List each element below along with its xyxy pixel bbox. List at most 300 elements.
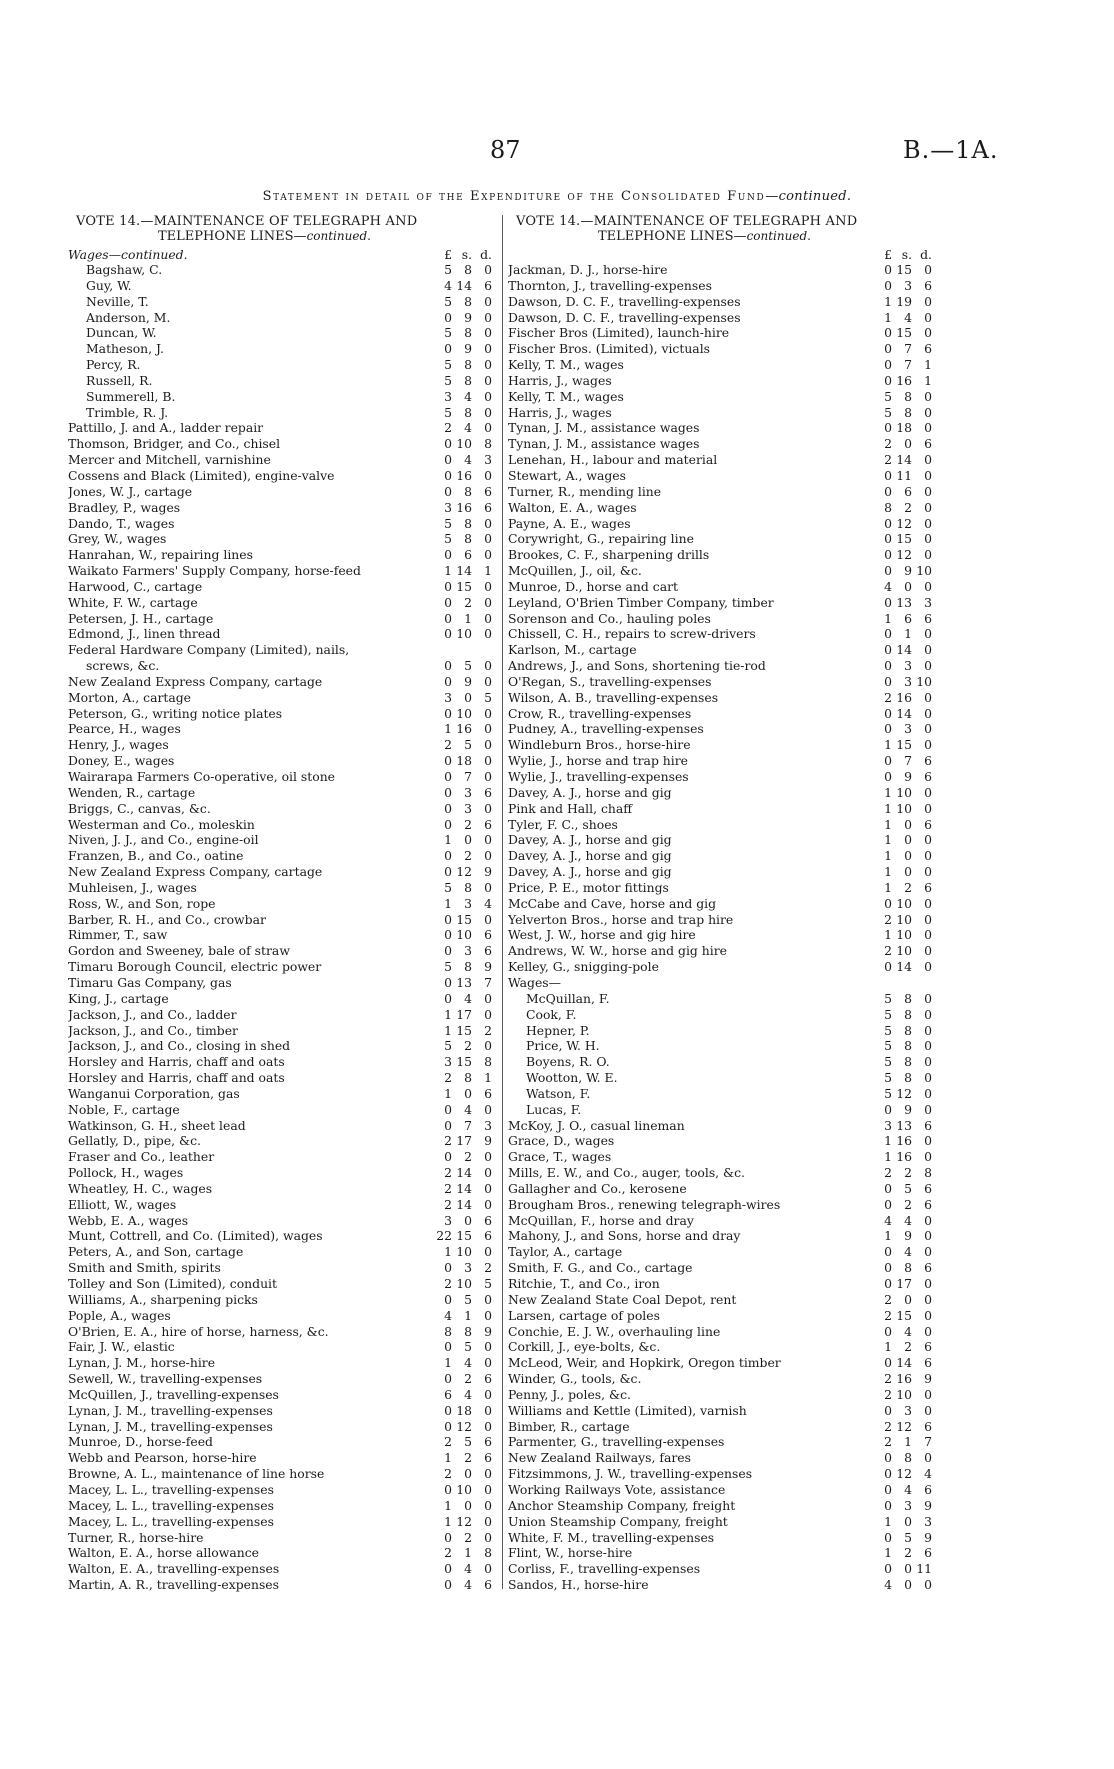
amount-shillings: 14 xyxy=(456,1165,472,1181)
entry-description: Pollock, H., wages xyxy=(68,1165,184,1181)
amount-pence: 1 xyxy=(484,1070,492,1086)
entry-description: Windleburn Bros., horse-hire xyxy=(508,737,691,753)
table-row xyxy=(508,1530,938,1546)
entry-description: Tyler, F. C., shoes xyxy=(508,816,618,832)
amount-shillings: 14 xyxy=(456,277,472,293)
amount-pence: 0 xyxy=(484,341,492,357)
table-row xyxy=(68,1228,498,1244)
amount-shillings: 5 xyxy=(904,1180,912,1196)
table-row xyxy=(68,1434,498,1450)
amount-pounds: 2 xyxy=(884,1434,892,1450)
amount-shillings: 0 xyxy=(464,1085,472,1101)
amount-shillings: 10 xyxy=(896,800,912,816)
table-row xyxy=(68,1292,498,1308)
amount-shillings: 3 xyxy=(464,1260,472,1276)
entry-description: Wages— xyxy=(508,974,562,990)
amount-shillings: 4 xyxy=(464,420,472,436)
amount-pounds: 0 xyxy=(444,705,452,721)
entry-description: Sorenson and Co., hauling poles xyxy=(508,610,711,626)
entry-description: Rimmer, T., saw xyxy=(68,927,168,943)
amount-pence: 6 xyxy=(924,1196,932,1212)
entry-description: Corkill, J., eye-bolts, &c. xyxy=(508,1339,661,1355)
amount-shillings: 14 xyxy=(456,1180,472,1196)
table-row xyxy=(508,1466,938,1482)
table-row xyxy=(508,674,938,690)
amount-shillings: 0 xyxy=(904,1291,912,1307)
table-row xyxy=(508,1387,938,1403)
entry-description: Price, P. E., motor fittings xyxy=(508,879,669,895)
amount-shillings: 2 xyxy=(904,1196,912,1212)
entry-description: Smith and Smith, spirits xyxy=(68,1260,221,1276)
amount-pounds: 0 xyxy=(444,547,452,563)
table-row xyxy=(68,1577,498,1593)
amount-shillings: 5 xyxy=(464,737,472,753)
amount-pence: 0 xyxy=(924,721,932,737)
amount-pounds: 0 xyxy=(884,1260,892,1276)
amount-pence: 0 xyxy=(484,626,492,642)
amount-pounds: 0 xyxy=(444,753,452,769)
entry-description: Anderson, M. xyxy=(86,309,171,325)
amount-pounds: 2 xyxy=(884,1386,892,1402)
table-row xyxy=(68,611,498,627)
amount-shillings: 2 xyxy=(904,1545,912,1561)
entry-description: Lynan, J. M., travelling-expenses xyxy=(68,1402,273,1418)
amount-shillings: 10 xyxy=(896,911,912,927)
entry-description: Cossens and Black (Limited), engine-valve xyxy=(68,467,335,483)
entry-description: Gellatly, D., pipe, &c. xyxy=(68,1133,201,1149)
amount-pence: 6 xyxy=(484,816,492,832)
entry-description: Lynan, J. M., horse-hire xyxy=(68,1355,216,1371)
amount-shillings: 14 xyxy=(456,1196,472,1212)
amount-shillings: 16 xyxy=(896,372,912,388)
amount-shillings: 2 xyxy=(904,499,912,515)
entry-description: Tynan, J. M., assistance wages xyxy=(508,420,700,436)
amount-pounds: 0 xyxy=(884,1180,892,1196)
amount-pence: 0 xyxy=(484,309,492,325)
table-row xyxy=(68,262,498,278)
amount-shillings: 10 xyxy=(896,784,912,800)
entry-description: Mahony, J., and Sons, horse and dray xyxy=(508,1228,741,1244)
table-row xyxy=(508,927,938,943)
amount-shillings: 7 xyxy=(904,357,912,373)
entry-description: Gordon and Sweeney, bale of straw xyxy=(68,943,290,959)
amount-shillings: 3 xyxy=(464,895,472,911)
amount-pence: 3 xyxy=(484,452,492,468)
entry-description: Doney, E., wages xyxy=(68,753,175,769)
amount-shillings: 10 xyxy=(456,1276,472,1291)
amount-shillings: 13 xyxy=(896,1117,912,1133)
amount-pence: 5 xyxy=(484,1276,492,1291)
amount-shillings: 2 xyxy=(464,1529,472,1545)
amount-pence: 0 xyxy=(924,1006,932,1022)
amount-pence: 10 xyxy=(916,673,932,689)
title-suffix: —continued. xyxy=(765,189,852,204)
amount-pence: 0 xyxy=(484,1466,492,1482)
amount-shillings: 18 xyxy=(456,1402,472,1418)
entry-description: Lenehan, H., labour and material xyxy=(508,452,718,468)
entry-description: Hanrahan, W., repairing lines xyxy=(68,547,253,563)
table-row xyxy=(68,1086,498,1102)
amount-shillings: 8 xyxy=(904,1006,912,1022)
table-row xyxy=(68,1308,498,1324)
amount-pence: 0 xyxy=(484,990,492,1006)
amount-pence: 0 xyxy=(924,1149,932,1165)
amount-pence: 6 xyxy=(924,341,932,357)
amount-pence: 0 xyxy=(484,1497,492,1513)
entry-description: Yelverton Bros., horse and trap hire xyxy=(508,911,734,927)
table-row xyxy=(68,658,498,674)
amount-pence: 0 xyxy=(924,642,932,658)
table-row xyxy=(68,563,498,579)
amount-shillings: 8 xyxy=(464,879,472,895)
amount-pounds: 0 xyxy=(884,483,892,499)
amount-pence: 2 xyxy=(484,1022,492,1038)
table-row xyxy=(508,468,938,484)
entry-description: Pudney, A., travelling-expenses xyxy=(508,721,704,737)
amount-shillings: 17 xyxy=(456,1133,472,1149)
entry-description: Lynan, J. M., travelling-expenses xyxy=(68,1418,273,1434)
amount-shillings: 8 xyxy=(904,990,912,1006)
table-row xyxy=(68,373,498,389)
amount-pounds: 1 xyxy=(884,864,892,880)
amount-shillings: 12 xyxy=(456,1418,472,1434)
entry-description: Noble, F., cartage xyxy=(68,1101,180,1117)
amount-pounds: 3 xyxy=(884,1117,892,1133)
amount-shillings: 12 xyxy=(896,1466,912,1482)
entry-description: Larsen, cartage of poles xyxy=(508,1307,660,1323)
right-column xyxy=(508,215,938,1593)
amount-pounds: 2 xyxy=(444,1133,452,1149)
amount-pence: 0 xyxy=(924,1022,932,1038)
amount-pounds: 0 xyxy=(884,262,892,277)
amount-pounds: 2 xyxy=(444,1165,452,1181)
amount-pounds: 4 xyxy=(884,1212,892,1228)
table-row xyxy=(68,753,498,769)
entry-description: Wenden, R., cartage xyxy=(68,784,196,800)
entry-description: Kelly, T. M., wages xyxy=(508,388,624,404)
amount-pence: 0 xyxy=(484,1307,492,1323)
table-row xyxy=(508,817,938,833)
amount-pence: 0 xyxy=(484,848,492,864)
entry-description: Bagshaw, C. xyxy=(86,262,163,277)
entry-description: Brougham Bros., renewing telegraph-wires xyxy=(508,1196,781,1212)
table-row xyxy=(508,975,938,991)
amount-pounds: 0 xyxy=(884,1481,892,1497)
amount-pounds: 0 xyxy=(444,816,452,832)
amount-shillings: 14 xyxy=(896,452,912,468)
amount-pounds: 5 xyxy=(444,262,452,277)
table-row xyxy=(508,1181,938,1197)
amount-pence: 0 xyxy=(484,467,492,483)
table-row xyxy=(508,389,938,405)
table-row xyxy=(68,1419,498,1435)
table-row xyxy=(508,658,938,674)
amount-pounds: 2 xyxy=(884,452,892,468)
amount-pence: 8 xyxy=(484,436,492,452)
amount-pounds: 2 xyxy=(444,1180,452,1196)
table-row xyxy=(68,1023,498,1039)
amount-pounds: 1 xyxy=(444,832,452,848)
entry-description: Gallagher and Co., kerosene xyxy=(508,1180,687,1196)
amount-pounds: 1 xyxy=(884,1339,892,1355)
table-row xyxy=(508,1102,938,1118)
amount-shillings: 8 xyxy=(904,1450,912,1466)
amount-shillings: 17 xyxy=(896,1276,912,1291)
entry-description: Sewell, W., travelling-expenses xyxy=(68,1371,263,1387)
amount-pence: 0 xyxy=(924,388,932,404)
table-row xyxy=(68,1118,498,1134)
table-row xyxy=(508,912,938,928)
amount-pounds: 0 xyxy=(444,658,452,674)
amount-pence: 0 xyxy=(484,325,492,341)
table-row xyxy=(508,1403,938,1419)
amount-pence: 6 xyxy=(924,1339,932,1355)
entry-description: Andrews, J., and Sons, shortening tie-rod xyxy=(508,658,766,674)
amount-pence: 0 xyxy=(484,769,492,784)
amount-pence: 1 xyxy=(924,357,932,373)
amount-pence: 0 xyxy=(484,832,492,848)
amount-shillings: 15 xyxy=(456,1228,472,1244)
amount-shillings: 0 xyxy=(464,1497,472,1513)
amount-pounds: 1 xyxy=(884,293,892,309)
amount-pounds: 2 xyxy=(444,1434,452,1450)
amount-pounds: 0 xyxy=(884,515,892,531)
entry-description: Mercer and Mitchell, varnishine xyxy=(68,452,271,468)
amount-pounds: 5 xyxy=(444,959,452,975)
table-row xyxy=(68,721,498,737)
amount-pounds: 0 xyxy=(444,1529,452,1545)
amount-pence: 6 xyxy=(484,784,492,800)
amount-pounds: 3 xyxy=(444,388,452,404)
table-row xyxy=(68,1387,498,1403)
entry-description: Horsley and Harris, chaff and oats xyxy=(68,1054,285,1070)
table-row xyxy=(508,832,938,848)
amount-pounds: 1 xyxy=(884,1545,892,1561)
amount-pounds: 6 xyxy=(444,1386,452,1402)
entry-description: Winder, G., tools, &c. xyxy=(508,1371,642,1387)
amount-shillings: 17 xyxy=(456,1006,472,1022)
entry-description: Franzen, B., and Co., oatine xyxy=(68,848,244,864)
amount-shillings: 16 xyxy=(456,721,472,737)
amount-shillings: 8 xyxy=(464,325,472,341)
amount-pounds: 2 xyxy=(884,1291,892,1307)
amount-pence: 0 xyxy=(484,737,492,753)
table-row xyxy=(68,1324,498,1340)
amount-pence: 6 xyxy=(924,277,932,293)
table-row xyxy=(68,1054,498,1070)
amount-pence: 0 xyxy=(924,1085,932,1101)
amount-pence: 6 xyxy=(924,1545,932,1561)
amount-pence: 0 xyxy=(484,1418,492,1434)
amount-shillings: 15 xyxy=(896,325,912,341)
amount-shillings: 14 xyxy=(456,563,472,579)
amount-pounds: 0 xyxy=(444,626,452,642)
amount-pounds: 5 xyxy=(884,1038,892,1054)
amount-pounds: 0 xyxy=(884,325,892,341)
amount-shillings: 2 xyxy=(904,879,912,895)
table-row xyxy=(68,1276,498,1292)
amount-shillings: 9 xyxy=(904,1101,912,1117)
amount-pounds: 2 xyxy=(884,943,892,959)
entry-description: Ritchie, T., and Co., iron xyxy=(508,1276,660,1291)
entry-description: Chissell, C. H., repairs to screw-drivers xyxy=(508,626,756,642)
amount-pounds: 0 xyxy=(444,452,452,468)
table-row xyxy=(68,1165,498,1181)
amount-pence: 0 xyxy=(924,515,932,531)
amount-pence: 6 xyxy=(924,769,932,784)
amount-pence: 6 xyxy=(924,816,932,832)
amount-shillings: 8 xyxy=(904,404,912,420)
amount-pounds: 5 xyxy=(444,404,452,420)
amount-pence: 0 xyxy=(924,658,932,674)
amount-pounds: 4 xyxy=(884,1577,892,1593)
table-row xyxy=(508,262,938,278)
amount-pounds: 5 xyxy=(444,515,452,531)
entry-description: Leyland, O'Brien Timber Company, timber xyxy=(508,594,774,610)
amount-pounds: 0 xyxy=(444,800,452,816)
table-row xyxy=(508,1197,938,1213)
amount-pence: 7 xyxy=(924,1434,932,1450)
amount-pence: 8 xyxy=(924,1165,932,1181)
left-heading-line1: VOTE 14.—MAINTENANCE OF TELEGRAPH AND xyxy=(76,214,418,229)
amount-pence: 0 xyxy=(484,1481,492,1497)
amount-pence: 0 xyxy=(484,293,492,309)
table-row xyxy=(68,991,498,1007)
table-row xyxy=(508,1308,938,1324)
entry-description: Boyens, R. O. xyxy=(526,1054,610,1070)
entry-description: Webb and Pearson, horse-hire xyxy=(68,1450,257,1466)
table-row xyxy=(68,927,498,943)
table-row xyxy=(68,642,498,658)
amount-shillings: 0 xyxy=(904,816,912,832)
amount-pounds: 0 xyxy=(884,658,892,674)
table-row xyxy=(508,1514,938,1530)
entry-description: Tolley and Son (Limited), conduit xyxy=(68,1276,277,1291)
amount-pence: 8 xyxy=(484,1545,492,1561)
entry-description: White, F. M., travelling-expenses xyxy=(508,1529,715,1545)
table-row xyxy=(68,1561,498,1577)
entry-description: Taylor, A., cartage xyxy=(508,1244,623,1260)
amount-pence: 0 xyxy=(924,990,932,1006)
amount-shillings: 1 xyxy=(464,1307,472,1323)
amount-pounds: 0 xyxy=(444,864,452,880)
entry-description: Conchie, E. J. W., overhauling line xyxy=(508,1323,721,1339)
amount-shillings: 8 xyxy=(904,1070,912,1086)
amount-pounds: 5 xyxy=(884,1070,892,1086)
amount-shillings: 10 xyxy=(456,1481,472,1497)
amount-pence: 0 xyxy=(924,800,932,816)
amount-pounds: 0 xyxy=(884,769,892,784)
amount-pence: 0 xyxy=(484,1196,492,1212)
amount-shillings: 7 xyxy=(464,769,472,784)
entry-description: Wilson, A. B., travelling-expenses xyxy=(508,689,719,705)
entry-description: Fischer Bros (Limited), launch-hire xyxy=(508,325,730,341)
entry-description: Grey, W., wages xyxy=(68,531,167,547)
amount-pounds: 0 xyxy=(444,927,452,943)
entry-description: Thornton, J., travelling-expenses xyxy=(508,277,712,293)
amount-pence: 0 xyxy=(924,499,932,515)
amount-pounds: 1 xyxy=(884,816,892,832)
amount-shillings: 3 xyxy=(464,800,472,816)
entry-description: Morton, A., cartage xyxy=(68,689,192,705)
amount-shillings: 3 xyxy=(904,1402,912,1418)
amount-shillings: 2 xyxy=(464,1450,472,1466)
entry-description: Munroe, D., horse and cart xyxy=(508,578,679,594)
amount-shillings: 14 xyxy=(896,1355,912,1371)
amount-pence: 0 xyxy=(924,404,932,420)
amount-shillings: 15 xyxy=(456,1022,472,1038)
amount-shillings: 4 xyxy=(904,1212,912,1228)
entry-description: Grace, T., wages xyxy=(508,1149,612,1165)
amount-shillings: 10 xyxy=(456,626,472,642)
amount-pounds: 0 xyxy=(884,1355,892,1371)
table-row xyxy=(508,405,938,421)
entry-description: Jackson, J., and Co., ladder xyxy=(68,1006,237,1022)
amount-pence: 1 xyxy=(484,563,492,579)
amount-pence: 0 xyxy=(484,1180,492,1196)
amount-pounds: 0 xyxy=(444,467,452,483)
entry-description: Payne, A. E., wages xyxy=(508,515,631,531)
amount-pounds: 2 xyxy=(444,420,452,436)
table-row xyxy=(68,817,498,833)
entry-description: Parmenter, G., travelling-expenses xyxy=(508,1434,725,1450)
amount-pounds: 0 xyxy=(884,895,892,911)
table-row xyxy=(508,579,938,595)
amount-pounds: 5 xyxy=(444,325,452,341)
table-row xyxy=(508,516,938,532)
amount-pence: 0 xyxy=(924,927,932,943)
amount-pence: 0 xyxy=(924,1323,932,1339)
table-row xyxy=(508,1165,938,1181)
amount-pounds: 0 xyxy=(884,959,892,975)
amount-shillings: 15 xyxy=(896,737,912,753)
amount-pounds: 0 xyxy=(884,642,892,658)
entry-description: Smith, F. G., and Co., cartage xyxy=(508,1260,693,1276)
entry-description: Browne, A. L., maintenance of line horse xyxy=(68,1466,325,1482)
amount-pence: 3 xyxy=(924,1513,932,1529)
table-row xyxy=(508,531,938,547)
amount-shillings: 4 xyxy=(464,1577,472,1593)
table-row xyxy=(508,373,938,389)
amount-pounds: 8 xyxy=(444,1323,452,1339)
table-row xyxy=(508,1038,938,1054)
entry-description: Russell, R. xyxy=(86,372,153,388)
entry-description: Corywright, G., repairing line xyxy=(508,531,694,547)
amount-pence: 6 xyxy=(484,1085,492,1101)
entry-description: Munroe, D., horse-feed xyxy=(68,1434,213,1450)
entry-description: Fraser and Co., leather xyxy=(68,1149,215,1165)
entry-description: White, F. W., cartage xyxy=(68,594,198,610)
amount-pence: 0 xyxy=(924,1450,932,1466)
entry-description: screws, &c. xyxy=(86,658,160,674)
entry-description: Wairarapa Farmers Co-operative, oil stone xyxy=(68,769,336,784)
amount-pounds: 1 xyxy=(884,737,892,753)
amount-pounds: 1 xyxy=(444,1355,452,1371)
amount-pounds: 2 xyxy=(884,1165,892,1181)
table-row xyxy=(508,626,938,642)
table-row xyxy=(68,500,498,516)
amount-shillings: 14 xyxy=(896,959,912,975)
amount-shillings: 6 xyxy=(904,483,912,499)
right-vote-heading xyxy=(508,215,938,247)
entry-description: Muhleisen, J., wages xyxy=(68,879,197,895)
table-row xyxy=(508,341,938,357)
amount-shillings: 4 xyxy=(904,309,912,325)
amount-pounds: 1 xyxy=(444,1022,452,1038)
table-row xyxy=(68,848,498,864)
amount-pence: 0 xyxy=(924,1276,932,1291)
entry-description: Munt, Cottrell, and Co. (Limited), wages xyxy=(68,1228,323,1244)
